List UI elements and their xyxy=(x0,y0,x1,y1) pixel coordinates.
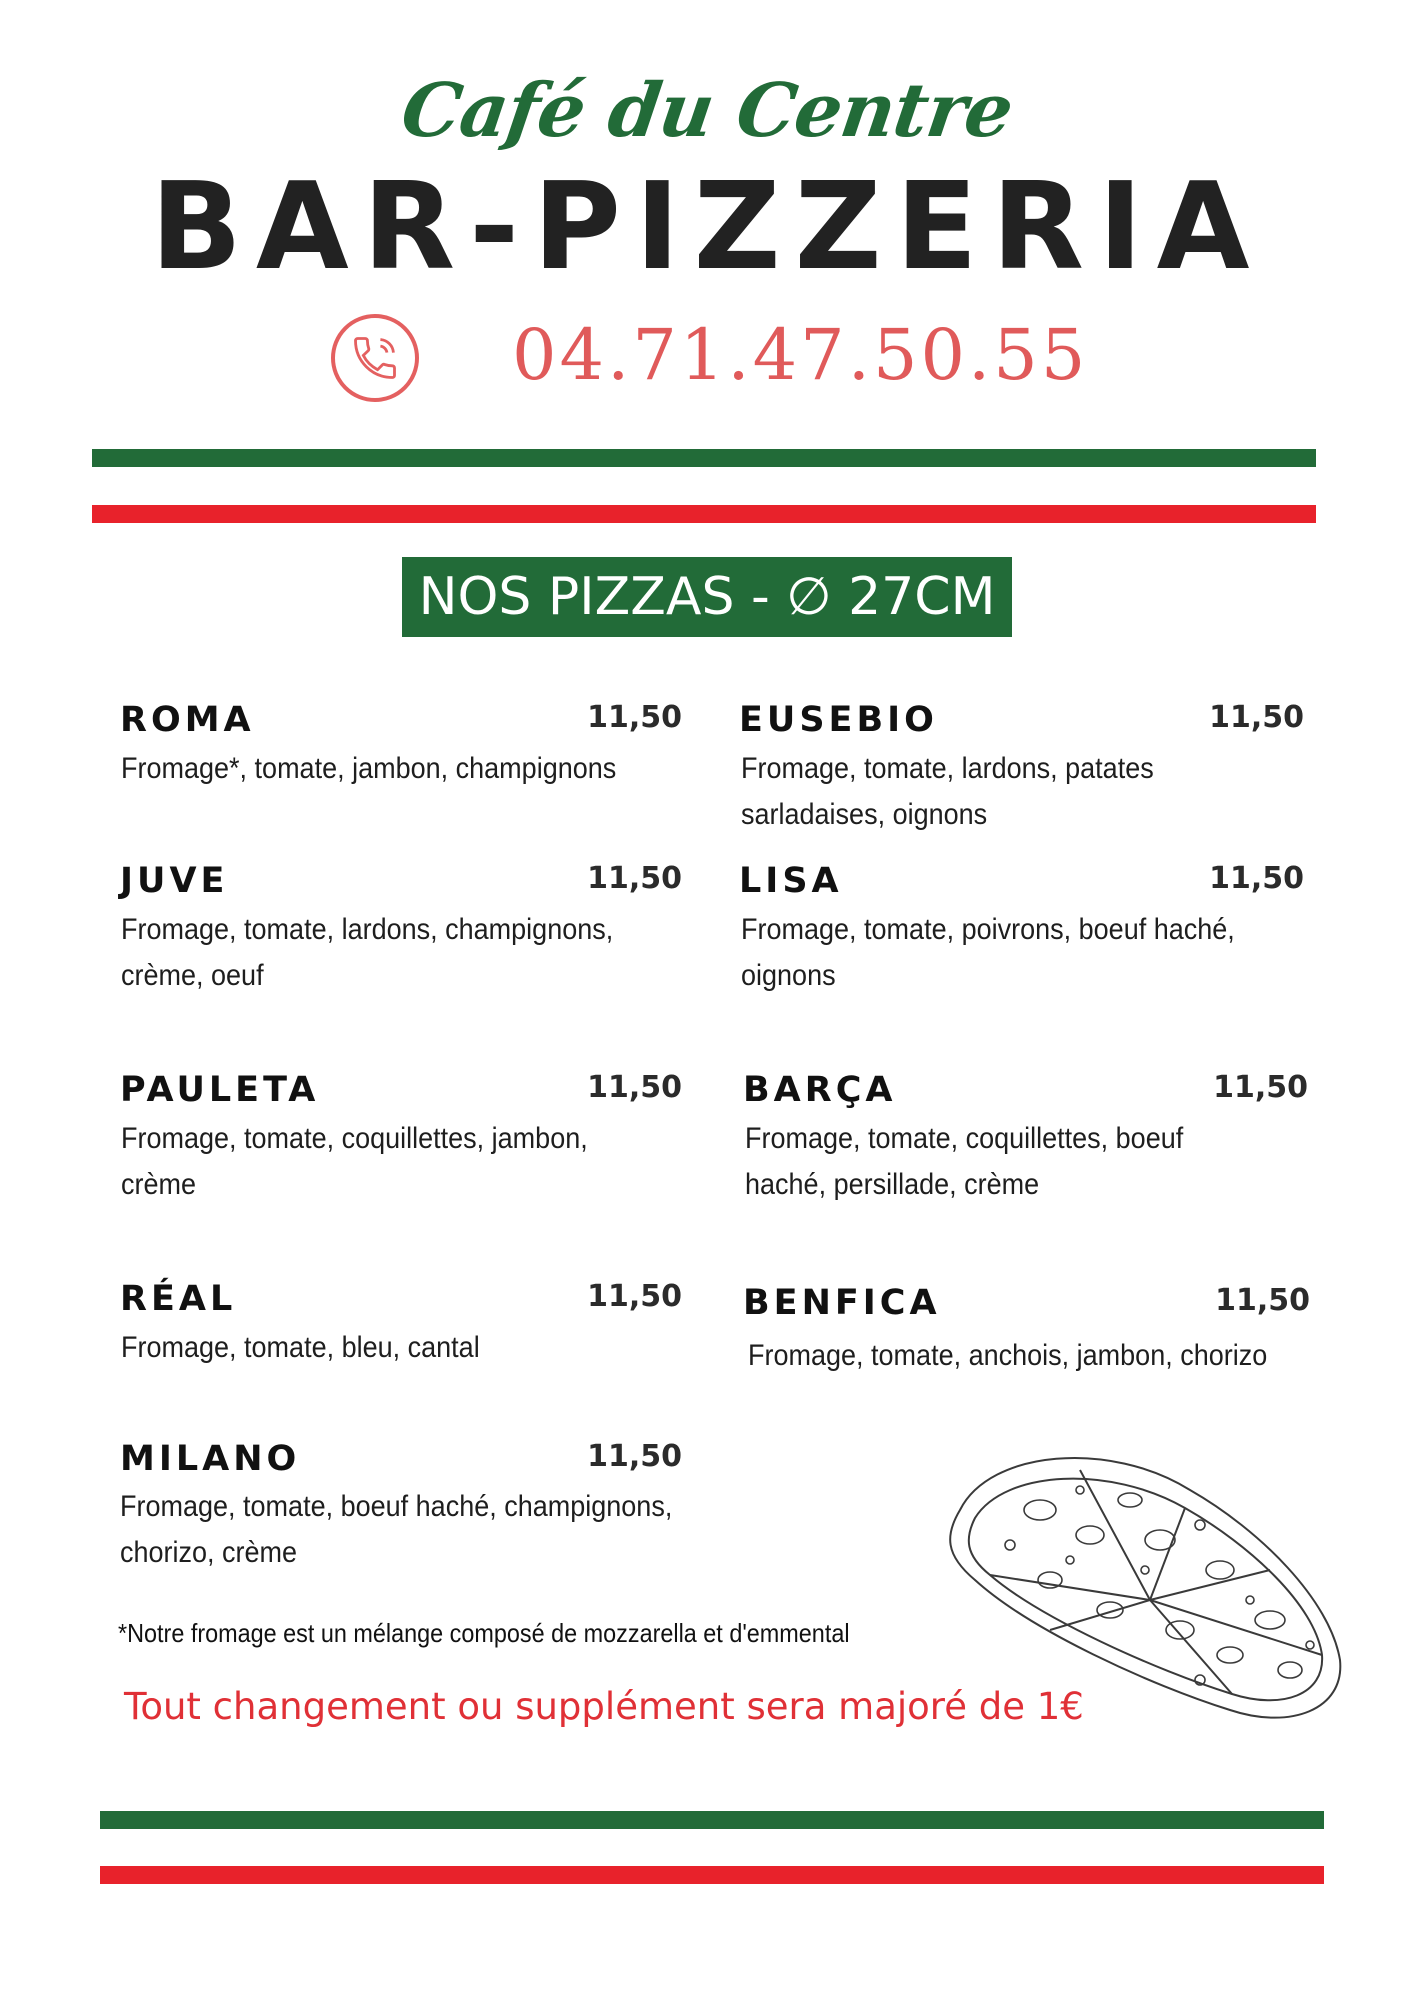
pizza-description: Fromage, tomate, anchois, jambon, chorizo xyxy=(748,1339,1268,1372)
pizza-name: LISA xyxy=(739,861,843,901)
phone-icon xyxy=(331,314,419,402)
top-green-stripe xyxy=(92,449,1316,467)
phone-number[interactable]: 04.71.47.50.55 xyxy=(512,314,1089,396)
pizza-price: 11,50 xyxy=(587,1279,682,1314)
surcharge-notice: Tout changement ou supplément sera majoré de 1€ xyxy=(124,1685,1084,1728)
pizza-description: Fromage, tomate, bleu, cantal xyxy=(121,1331,480,1364)
section-title-banner: NOS PIZZAS - ∅ 27CM xyxy=(402,557,1012,637)
pizza-price: 11,50 xyxy=(1209,700,1304,735)
top-red-stripe xyxy=(92,505,1316,523)
pizza-price: 11,50 xyxy=(1213,1070,1308,1105)
pizza-description: Fromage, tomate, lardons, patates sarladaises, oignons xyxy=(741,752,1154,831)
pizza-price: 11,50 xyxy=(587,1070,682,1105)
pizza-name: BENFICA xyxy=(743,1283,941,1323)
pizza-description: Fromage, tomate, boeuf haché, champignons, chorizo, crème xyxy=(120,1490,673,1569)
pizza-price: 11,50 xyxy=(1215,1283,1310,1318)
brand-name: Café du Centre xyxy=(396,68,1018,154)
page-title: BAR-PIZZERIA xyxy=(150,158,1264,297)
pizza-name: MILANO xyxy=(120,1439,301,1479)
bottom-green-stripe xyxy=(100,1811,1324,1829)
pizza-price: 11,50 xyxy=(1209,861,1304,896)
pizza-price: 11,50 xyxy=(587,1439,682,1474)
footnote: *Notre fromage est un mélange composé de mozzarella et d'emmental xyxy=(118,1618,850,1648)
pizza-price: 11,50 xyxy=(587,861,682,896)
pizza-name: PAULETA xyxy=(120,1070,320,1110)
pizza-description: Fromage, tomate, coquillettes, jambon, crème xyxy=(121,1122,588,1201)
pizza-name: BARÇA xyxy=(743,1070,897,1110)
pizza-description: Fromage*, tomate, jambon, champignons xyxy=(121,752,617,785)
pizza-description: Fromage, tomate, poivrons, boeuf haché, oignons xyxy=(741,913,1235,992)
pizza-name: JUVE xyxy=(120,861,229,901)
pizza-description: Fromage, tomate, lardons, champignons, crème, oeuf xyxy=(121,913,614,992)
pizza-price: 11,50 xyxy=(587,700,682,735)
pizza-name: EUSEBIO xyxy=(739,700,938,740)
pizza-name: RÉAL xyxy=(120,1279,237,1319)
bottom-red-stripe xyxy=(100,1866,1324,1884)
pizza-description: Fromage, tomate, coquillettes, boeuf haché, persillade, crème xyxy=(745,1122,1184,1201)
pizza-name: ROMA xyxy=(120,700,255,740)
